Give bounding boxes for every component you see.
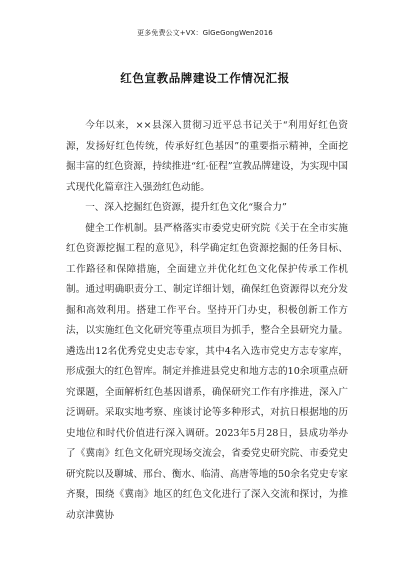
document-title: 红色宣教品牌建设工作情况汇报 — [120, 71, 290, 85]
section-heading-1: 一、深入挖掘红色资源，提升红色文化“聚合力” — [85, 202, 287, 213]
document-body — [66, 116, 348, 526]
header-promo-note: 更多免费公文+VX：GlGeGongWen2016 — [137, 29, 273, 37]
intro-paragraph: 今年以来，××县深入贯彻习近平总书记关于“利用好红色资源，发扬好红色传统，传承好红色基因”的重要指示精神，全面挖掘丰富的红色资源，持续推进“红·征程”宣教品牌建设，为实现中国式现代化篇章注入强劲红色动能。 — [66, 120, 348, 193]
body-paragraph: 健全工作机制。县严格落实市委党史研究院《关于在全市实施红色资源挖掘工程的意见》，科学确定红色资源挖掘的任务目标、工作路径和保障措施，全面建立并优化红色文化保护传承工作机制。通过明确职责分工、制定详细计划，确保红色资源得以充分发掘和高效利用。搭建工作平台。坚持开门办史，积极创新工作方法，以实施红色文化研究等重点项目为抓手，整合全县研究力量。遴选出12名优秀党史史志专家，其中4名入选市党史方志专家库，形成强大的红色智库。制定并推进县党史和地方志的10余项重点研究课题，全面解析红色基因谱系，确保研究工作有序推进，深入广泛调研。采取实地考察、座谈讨论等多种形式，对抗日根据地的历史地位和时代价值进行深入调研。2023年5月28日，县成功举办了《冀南》红色文化研究现场交流会，省委党史研究院、市委党史研究院以及聊城、邢台、衡水、临清、高唐等地的50余名党史专家齐聚，围绕《冀南》地区的红色文化进行了深入交流和探讨，为推动京津冀协 — [66, 222, 348, 521]
